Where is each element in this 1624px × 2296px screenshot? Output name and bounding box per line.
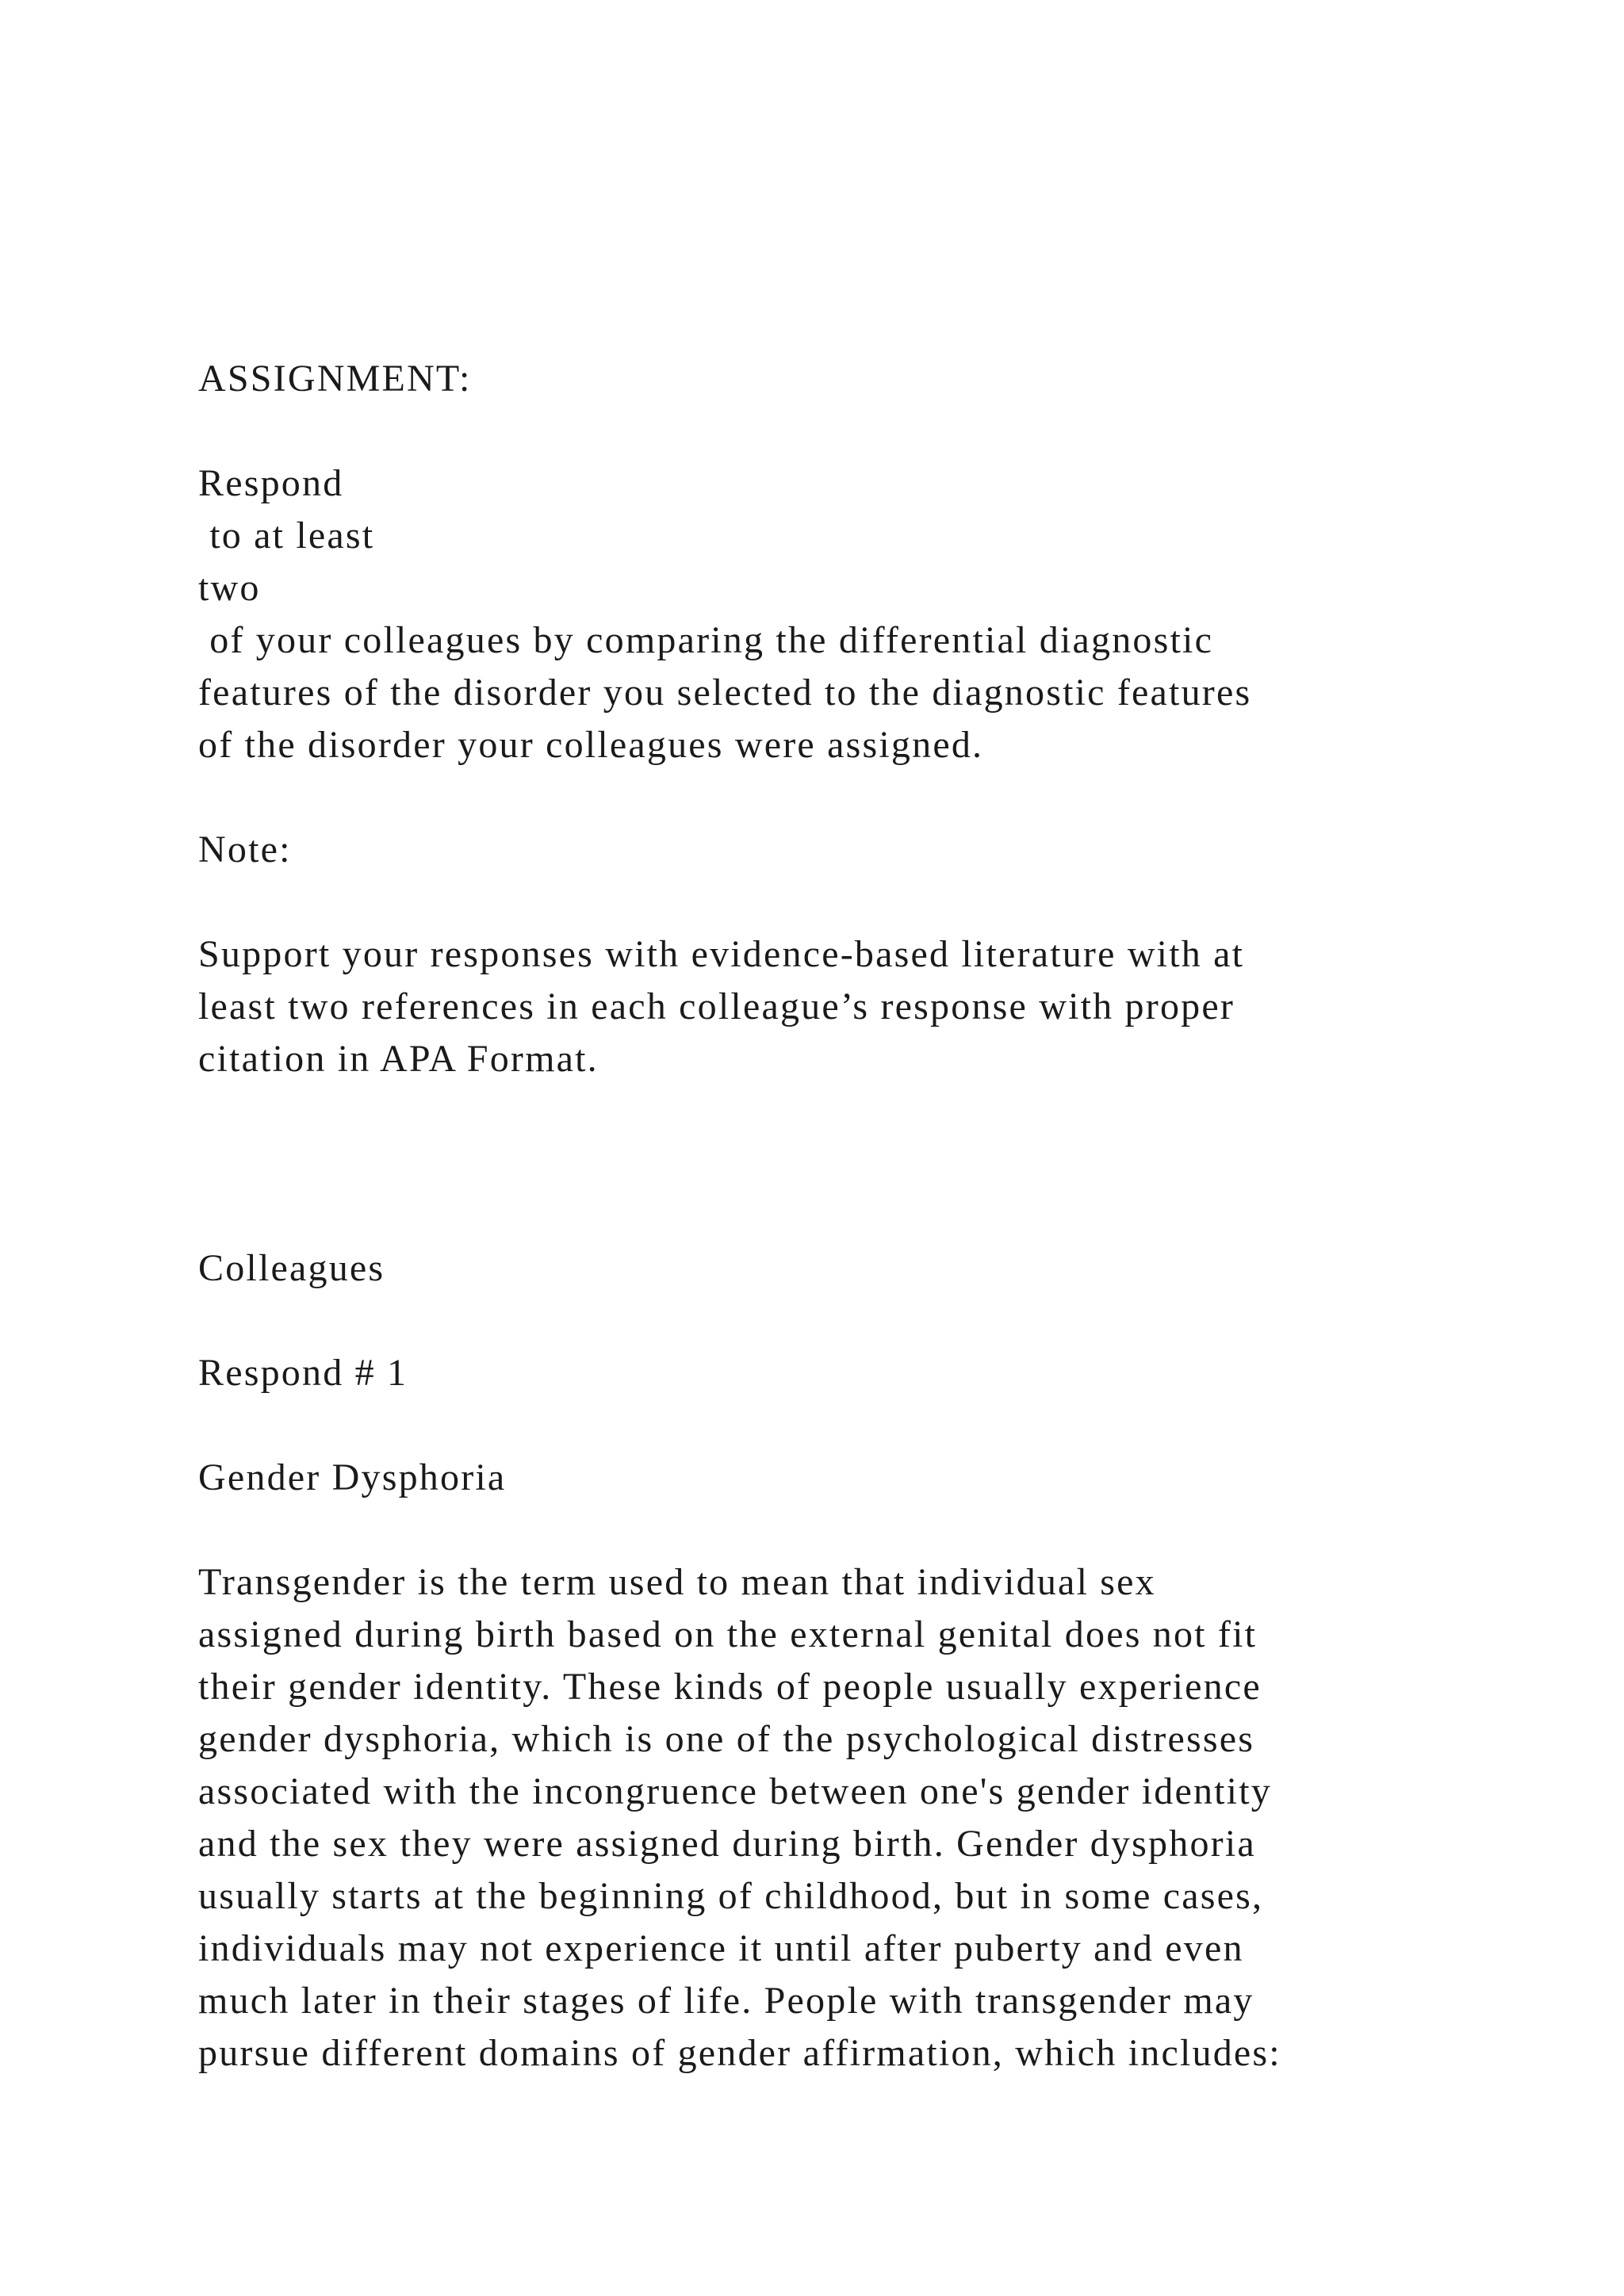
spacer	[198, 1504, 1467, 1556]
spacer	[198, 771, 1467, 824]
spacer	[198, 1295, 1467, 1347]
instruction-line: Respond	[198, 462, 344, 504]
colleagues-heading: Colleagues	[198, 1247, 385, 1289]
instruction-line: to at least	[198, 515, 375, 557]
spacer	[198, 1085, 1467, 1242]
body-line: and the sex they were assigned during birth. Gender dysphoria	[198, 1823, 1256, 1865]
body-line: assigned during birth based on the external genital does not fit	[198, 1613, 1258, 1655]
note-line: least two references in each colleague’s response with proper	[198, 985, 1235, 1027]
note-line: Support your responses with evidence-based literature with at	[198, 933, 1245, 975]
topic-heading: Gender Dysphoria	[198, 1456, 507, 1498]
document-body	[198, 353, 1467, 2080]
note-label: Note:	[198, 828, 292, 871]
spacer	[198, 876, 1467, 928]
respond-heading: Respond # 1	[198, 1352, 408, 1394]
assignment-heading: ASSIGNMENT:	[198, 358, 472, 400]
body-line: Transgender is the term used to mean that individual sex	[198, 1561, 1156, 1603]
instruction-line: two	[198, 567, 261, 609]
body-line: their gender identity. These kinds of people usually experience	[198, 1666, 1262, 1708]
body-line: pursue different domains of gender affirmation, which includes:	[198, 2032, 1281, 2074]
body-line: associated with the incongruence between one's gender identity	[198, 1770, 1272, 1812]
body-line: usually starts at the beginning of childhood, but in some cases,	[198, 1875, 1264, 1917]
body-line: gender dysphoria, which is one of the psychological distresses	[198, 1718, 1255, 1760]
note-line: citation in APA Format.	[198, 1038, 599, 1080]
spacer	[198, 405, 1467, 457]
instruction-line: of your colleagues by comparing the differential diagnostic	[198, 619, 1214, 661]
instruction-line: features of the disorder you selected to the diagnostic features	[198, 672, 1252, 714]
body-line: much later in their stages of life. People with transgender may	[198, 1980, 1254, 2022]
spacer	[198, 1399, 1467, 1452]
body-line: individuals may not experience it until after puberty and even	[198, 1927, 1244, 1969]
instruction-line: of the disorder your colleagues were assigned.	[198, 724, 984, 766]
